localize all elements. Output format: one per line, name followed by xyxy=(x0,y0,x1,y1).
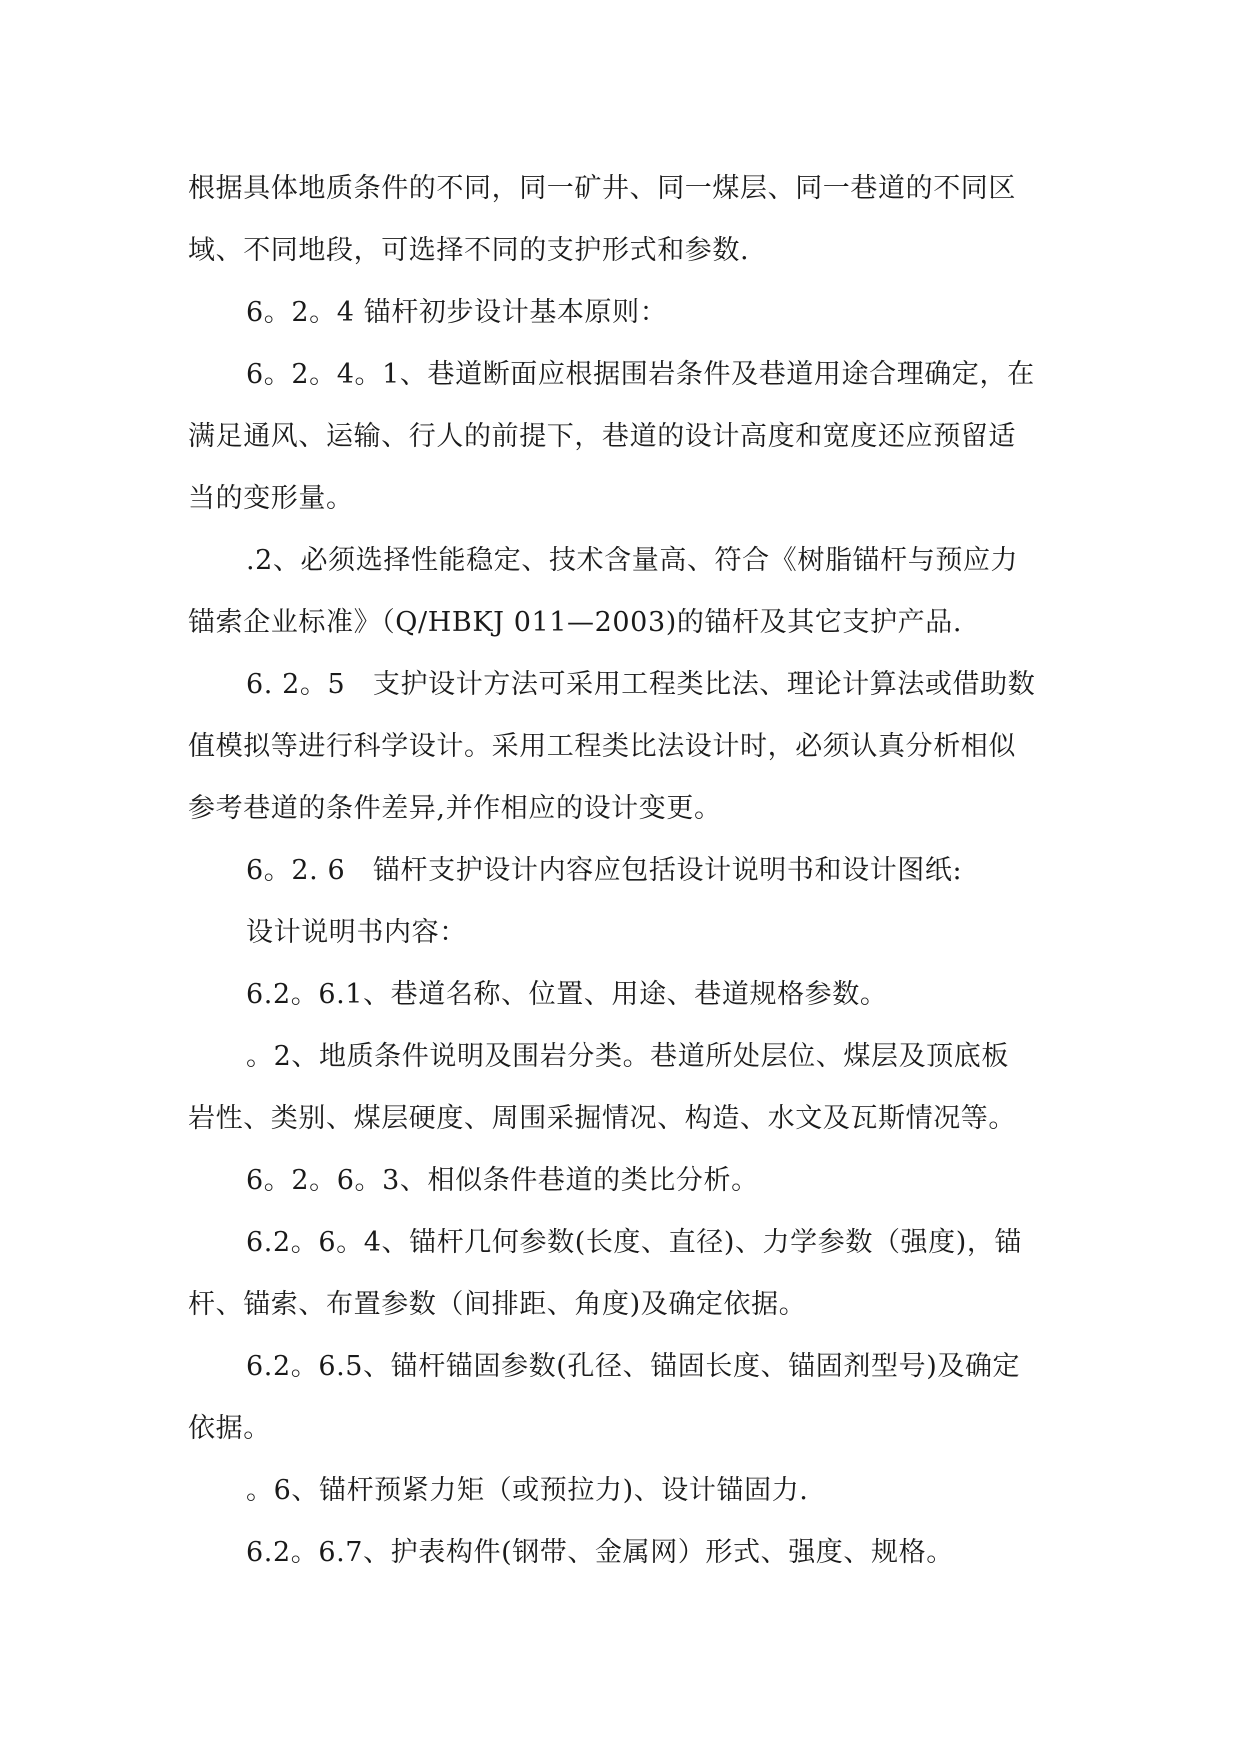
text-line: 6。2。6。3、相似条件巷道的类比分析。 xyxy=(246,1165,759,1196)
paragraph xyxy=(188,158,1068,282)
paragraph xyxy=(188,902,1068,964)
text-line: 6。2。4 锚杆初步设计基本原则： xyxy=(246,297,668,328)
paragraph xyxy=(188,840,1068,902)
text-line: 。6、锚杆预紧力矩（或预拉力)、设计锚固力. xyxy=(246,1475,809,1506)
paragraph xyxy=(188,1212,1068,1336)
text-line: 6.2。6。4、锚杆几何参数(长度、直径)、力学参数（强度)，锚 xyxy=(246,1227,1023,1258)
text-line: 依据。 xyxy=(188,1413,271,1444)
paragraph xyxy=(188,1150,1068,1212)
paragraph xyxy=(188,1336,1068,1460)
paragraph xyxy=(188,344,1068,530)
paragraph xyxy=(188,1026,1068,1150)
text-line: 6。2。4。1、巷道断面应根据围岩条件及巷道用途合理确定，在 xyxy=(246,359,1035,390)
text-line: 值模拟等进行科学设计。采用工程类比法设计时，必须认真分析相似 xyxy=(188,731,1016,762)
text-line: 6.2。6.5、锚杆锚固参数(孔径、锚固长度、锚固剂型号)及确定 xyxy=(246,1351,1021,1382)
text-line: 6.2。6.7、护表构件(钢带、金属网）形式、强度、规格。 xyxy=(246,1537,954,1568)
text-line: 域、不同地段，可选择不同的支护形式和参数. xyxy=(188,235,750,266)
text-line: 6.2。6.1、巷道名称、位置、用途、巷道规格参数。 xyxy=(246,979,888,1010)
paragraph xyxy=(188,1460,1068,1522)
text-line: 参考巷道的条件差异,并作相应的设计变更。 xyxy=(188,793,722,824)
paragraph xyxy=(188,964,1068,1026)
text-line: 根据具体地质条件的不同，同一矿井、同一煤层、同一巷道的不同区 xyxy=(188,173,1016,204)
text-line: 当的变形量。 xyxy=(188,483,354,514)
text-line: .2、必须选择性能稳定、技术含量高、符合《树脂锚杆与预应力 xyxy=(246,545,1019,576)
paragraph xyxy=(188,654,1068,840)
paragraph xyxy=(188,530,1068,654)
text-line: 锚索企业标准》（Q/HBKJ 011—2003)的锚杆及其它支护产品. xyxy=(188,607,963,638)
document-body xyxy=(188,158,1068,1584)
text-line: 6. 2。5 支护设计方法可采用工程类比法、理论计算法或借助数 xyxy=(246,669,1036,700)
text-line: 6。2. 6 锚杆支护设计内容应包括设计说明书和设计图纸: xyxy=(246,855,963,886)
text-line: 岩性、类别、煤层硬度、周围采掘情况、构造、水文及瓦斯情况等。 xyxy=(188,1103,1016,1134)
text-line: 设计说明书内容： xyxy=(246,917,467,948)
paragraph xyxy=(188,282,1068,344)
text-line: 。2、地质条件说明及围岩分类。巷道所处层位、煤层及顶底板 xyxy=(246,1041,1009,1072)
paragraph xyxy=(188,1522,1068,1584)
text-line: 杆、锚索、布置参数（间排距、角度)及确定依据。 xyxy=(188,1289,807,1320)
text-line: 满足通风、运输、行人的前提下，巷道的设计高度和宽度还应预留适 xyxy=(188,421,1016,452)
